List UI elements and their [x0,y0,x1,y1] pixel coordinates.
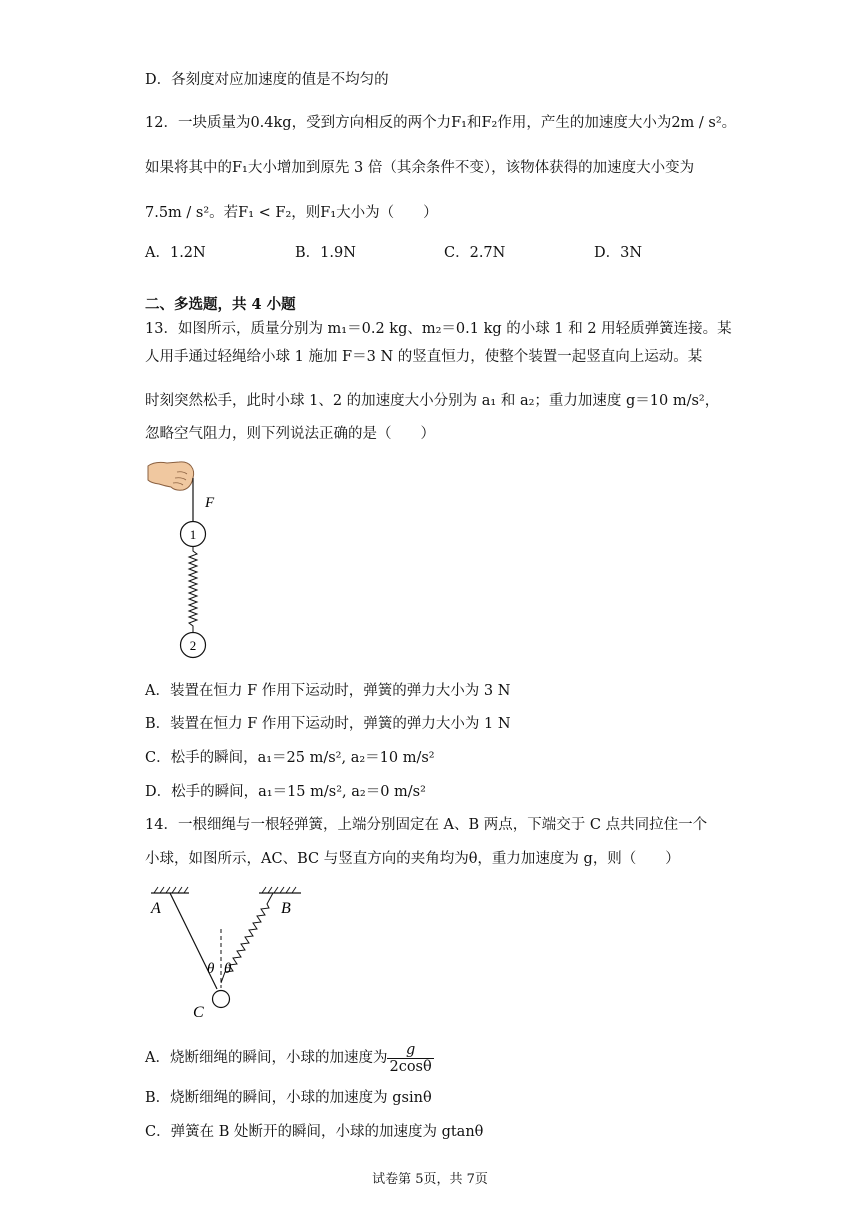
page-footer: 试卷第 5页，共 7页 [372,1172,488,1187]
q13-stem-line1: 13．如图所示，质量分别为 m₁＝0.2 kg、m₂＝0.1 kg 的小球 1 和 2 用轻质弹簧连接。某 [145,321,732,337]
q14-option-a-text: A．烧断细绳的瞬间，小球的加速度为 [145,1050,388,1066]
point-c-label: C [193,1004,204,1021]
fraction-numerator: g [387,1042,433,1059]
ball-2-label: 2 [189,638,197,653]
q12-stem-line1: 12．一块质量为0.4kg，受到方向相反的两个力F₁和F₂作用，产生的加速度大小为2m / s²。 [145,115,737,131]
point-b-label: B [281,900,291,917]
q13-option-a: A．装置在恒力 F 作用下运动时，弹簧的弹力大小为 3 N [145,683,511,699]
ball-1-label: 1 [189,527,197,542]
q12-option-d: D．3N [594,245,643,261]
q14-option-c: C．弹簧在 B 处断开的瞬间，小球的加速度为 gtanθ [145,1124,484,1140]
q13-stem-line2: 人用手通过轻绳给小球 1 施加 F＝3 N 的竖直恒力，使整个装置一起竖直向上运动。某 [145,349,703,365]
fraction [387,1042,433,1075]
q14-stem-line2: 小球，如图所示，AC、BC 与竖直方向的夹角均为θ，重力加速度为 g，则（ ） [145,851,680,867]
q13-option-d: D．松手的瞬间，a₁＝15 m/s², a₂＝0 m/s² [145,784,426,800]
ball-c [213,991,230,1008]
q12-stem-line3: 7.5m / s²。若F₁ < F₂，则F₁大小为（ ） [145,205,438,221]
q14-rope-spring-figure [145,885,315,1025]
force-label: F [205,495,215,511]
q13-option-b: B．装置在恒力 F 作用下运动时，弹簧的弹力大小为 1 N [145,716,511,732]
q12-option-a: A．1.2N [145,245,206,261]
point-a-label: A [151,900,161,917]
theta-right-label: θ [224,961,232,977]
q12-option-b: B．1.9N [295,245,356,261]
q12-option-c: C．2.7N [444,245,506,261]
q14-option-a [145,1040,434,1076]
q14-option-b: B．烧断细绳的瞬间，小球的加速度为 gsinθ [145,1090,432,1106]
q13-option-c: C．松手的瞬间，a₁＝25 m/s², a₂＝10 m/s² [145,750,435,766]
q14-stem-line1: 14．一根细绳与一根轻弹簧，上端分别固定在 A、B 两点，下端交于 C 点共同拉住一个 [145,817,708,833]
fraction-denominator: 2cosθ [389,1058,432,1075]
section-title: 二、多选题，共 4 小题 [145,296,296,313]
q13-stem-line3: 时刻突然松手，此时小球 1、2 的加速度大小分别为 a₁ 和 a₂；重力加速度 g＝10 m/s²， [145,393,720,409]
q11-option-d: D．各刻度对应加速度的值是不均匀的 [145,72,389,88]
q12-stem-line2: 如果将其中的F₁大小增加到原先 3 倍（其余条件不变），该物体获得的加速度大小变为 [145,160,695,176]
q13-spring-figure [145,458,245,663]
q13-stem-line4: 忽略空气阻力，则下列说法正确的是（ ） [145,426,435,442]
hand-icon [148,462,194,490]
theta-left-label: θ [207,961,215,977]
spring [189,547,197,633]
